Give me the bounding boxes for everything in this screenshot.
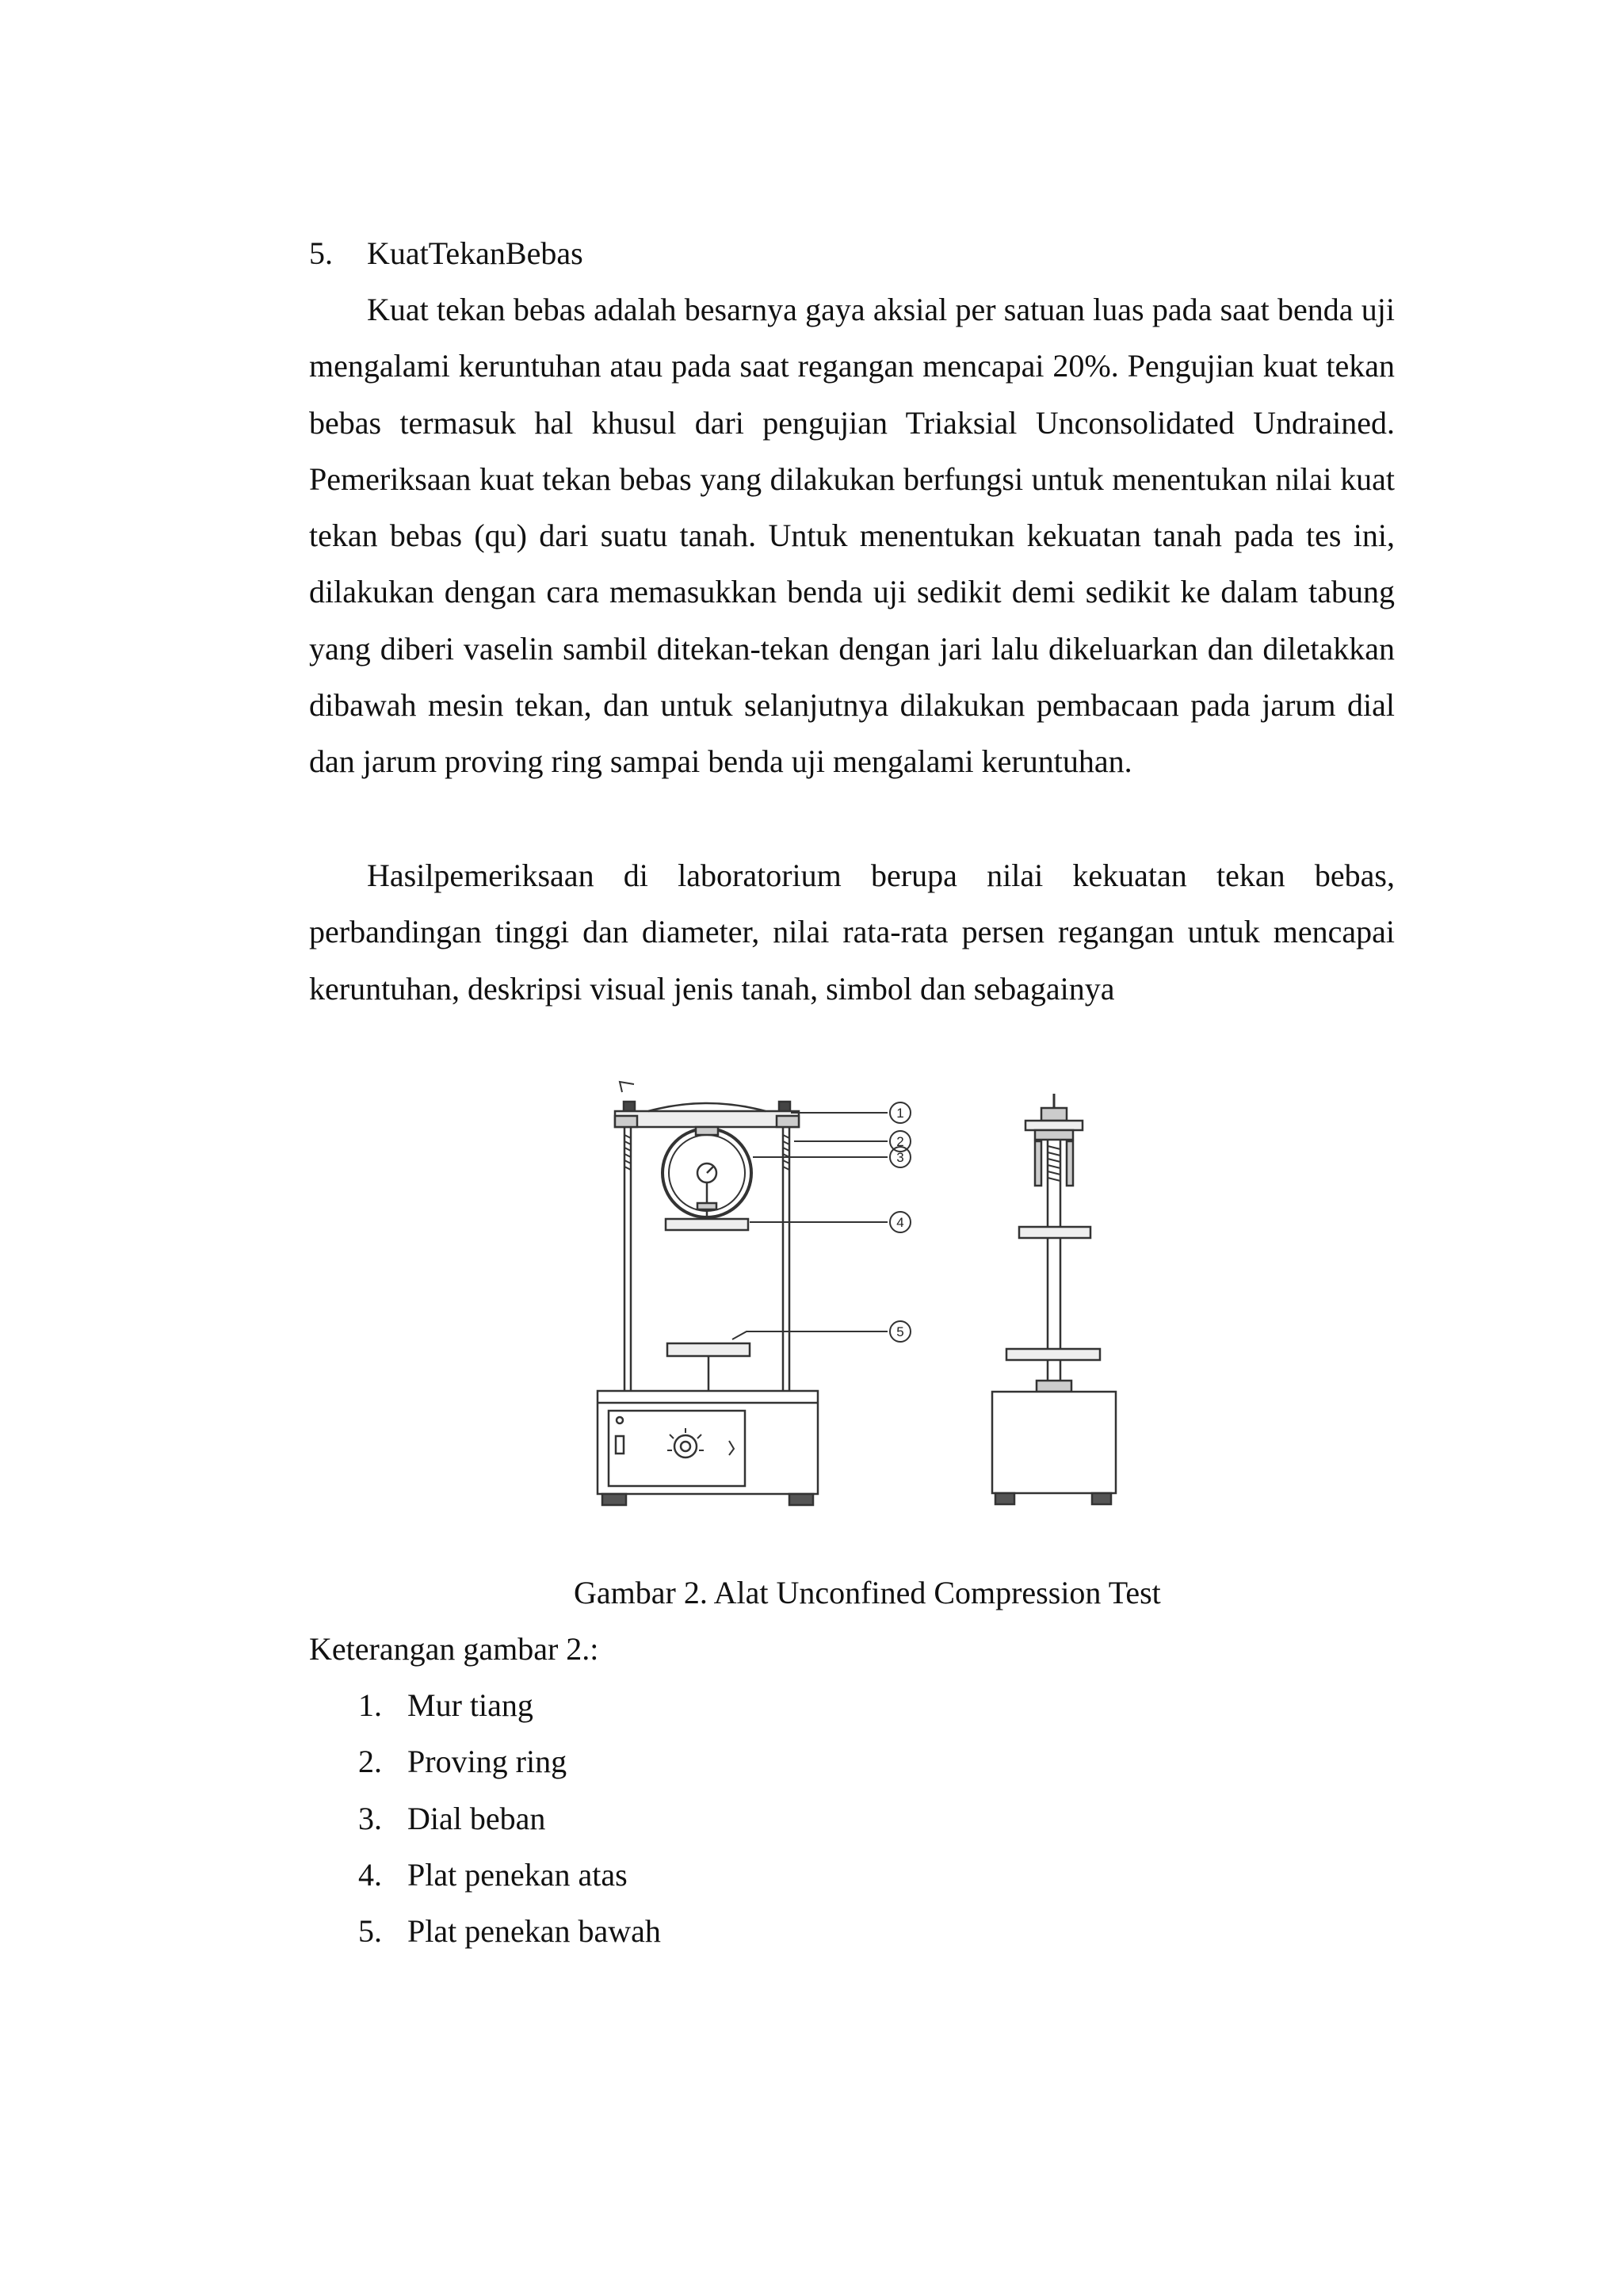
callout-3-label: 3 bbox=[896, 1150, 904, 1165]
leader-line-5 bbox=[732, 1331, 888, 1339]
legend-item bbox=[358, 1847, 661, 1903]
legend-title: Keterangan gambar 2.: bbox=[309, 1631, 599, 1667]
paragraph-definition: Kuat tekan bebas adalah besarnya gaya aksial per satuan luas pada saat benda uji mengalami keruntuhan atau pada saat regangan mencapai 20%. Pengujian kuat tekan bebas termasuk hal khusul dari pengujian Triaksial Unconsolidated Undrained. Pemeriksaan kuat tekan bebas yang dilakukan berfungsi untuk menentukan nilai kuat tekan bebas (qu) dari suatu tanah. Untuk menentukan kekuatan tanah pada tes ini, dilakukan dengan cara memasukkan benda uji sedikit demi sedikit ke dalam tabung yang diberi vaselin sambil ditekan-tekan dengan jari lalu dikeluarkan dan diletakkan dibawah mesin tekan, dan untuk selanjutnya dilakukan pembacaan pada jarum dial dan jarum proving ring sampai benda uji mengalami keruntuhan. bbox=[309, 292, 1395, 780]
legend-item bbox=[358, 1677, 661, 1733]
legend-item bbox=[358, 1903, 661, 1959]
side-top-nut bbox=[1041, 1108, 1067, 1121]
section-number: 5. bbox=[309, 235, 333, 271]
callout-4-label: 4 bbox=[896, 1215, 904, 1230]
legend-item-label: Plat penekan bawah bbox=[407, 1913, 661, 1950]
legend-item-label: Dial beban bbox=[407, 1800, 546, 1836]
legend-item-label: Plat penekan atas bbox=[407, 1856, 628, 1893]
figure-caption: Gambar 2. Alat Unconfined Compression Test bbox=[574, 1575, 1161, 1610]
side-base-housing bbox=[992, 1392, 1116, 1493]
legend-item-label: Mur tiang bbox=[407, 1687, 533, 1723]
paragraph-results: Hasilpemeriksaan di laboratorium berupa nilai kekuatan tekan bebas, perbandingan tinggi dan diameter, nilai rata-rata persen regangan untuk mencapai keruntuhan, deskripsi visual jenis tanah, simbol dan sebagainya bbox=[309, 858, 1395, 1007]
legend-item bbox=[358, 1790, 661, 1847]
legend-item-number: 3. bbox=[358, 1800, 382, 1836]
legend-item-number: 2. bbox=[358, 1744, 382, 1780]
side-upper-platen bbox=[1019, 1227, 1090, 1238]
top-crosshead bbox=[615, 1111, 799, 1127]
upper-platen bbox=[666, 1219, 748, 1230]
side-crosshead bbox=[1025, 1121, 1083, 1130]
base-housing bbox=[598, 1391, 818, 1494]
column-nut-icon bbox=[624, 1102, 635, 1111]
legend-item-number: 4. bbox=[358, 1856, 382, 1893]
unconfined-compression-apparatus-figure bbox=[563, 1078, 1220, 1553]
legend-list bbox=[358, 1677, 661, 1959]
section-title: KuatTekanBebas bbox=[367, 235, 583, 271]
legend-item-label: Proving ring bbox=[407, 1744, 567, 1780]
side-lower-platen bbox=[1006, 1349, 1100, 1360]
callout-2-label: 2 bbox=[896, 1134, 904, 1149]
section-heading bbox=[309, 225, 1395, 281]
legend-item-number: 1. bbox=[358, 1687, 382, 1723]
callout-1-label: 1 bbox=[896, 1106, 904, 1121]
callout-5-label: 5 bbox=[896, 1324, 904, 1339]
legend-item bbox=[358, 1733, 661, 1790]
legend-item-number: 5. bbox=[358, 1913, 382, 1950]
lower-platen bbox=[667, 1343, 750, 1356]
